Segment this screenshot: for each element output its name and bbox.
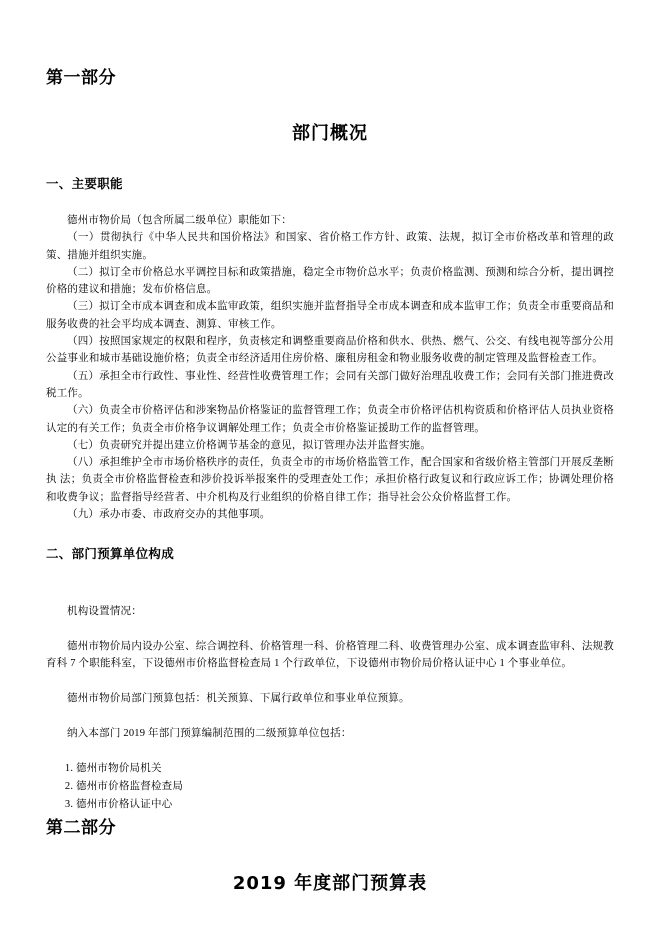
function-item-8: （八）承担维护全市市场价格秩序的责任，负责全市的市场价格监管工作，配合国家和省级价格主管部门开展反垄断执 法；负责全市价格监督检查和涉价投诉举报案件的受理查处工作；承担价格行政复议和行政应诉工作；协调处理价格和收费争议；监督指导经营者、中介机构及行业组织的价格自律工作；指导社会公众价格监督工作。 <box>46 457 614 503</box>
units-structure-paragraph: 德州市物价局内设办公室、综合调控科、价格管理一科、价格管理二科、收费管理办公室、成本调查监审科、法规教育科 7 个职能科室，下设德州市价格监督检查局 1 个行政单位，下设德州市物价局价格认证中心 1 个事业单位。 <box>46 641 614 670</box>
section-heading-main-functions: 一、主要职能 <box>46 176 123 191</box>
list-item: 2. 德州市价格监督检查局 <box>76 778 614 796</box>
function-item-9: （九）承办市委、市政府交办的其他事项。 <box>67 509 271 521</box>
function-item-2: （二）拟订全市价格总水平调控目标和政策措施，稳定全市物价总水平；负责价格监测、预测和综合分析，提出调控价格的建议和措施；发布价格信息。 <box>46 266 614 296</box>
function-item-4: （四）按照国家规定的权限和程序，负责核定和调整重要商品价格和供水、供热、燃气、公交、有线电视等部分公用公益事业和城市基础设施价格；负责全市经济适用住房价格、廉租房租金和物业服务收费的制定管理及监督检查工作。 <box>46 336 614 365</box>
function-item-6: （六）负责全市价格评估和涉案物品价格鉴证的监督管理工作；负责全市价格评估机构资质和价格评估人员执业资格认定的有关工作；负责全市价格争议调解处理工作；负责全市价格鉴证援助工作的监督管理。 <box>46 405 614 434</box>
part-two-title: 2019 年度部门预算表 <box>232 873 428 894</box>
units-intro-paragraph: 机构设置情况： <box>67 606 142 617</box>
section-heading-budget-units: 二、部门预算单位构成 <box>46 546 175 561</box>
part-two-label: 第二部分 <box>46 818 116 838</box>
list-item: 1. 德州市物价局机关 <box>76 760 614 778</box>
function-item-5: （五）承担全市行政性、事业性、经营性收费管理工作；会同有关部门做好治理乱收费工作；会同有关部门推进费改税工作。 <box>46 370 614 399</box>
part-one-label: 第一部分 <box>46 68 116 88</box>
functions-lead-paragraph: 德州市物价局（包含所属二级单位）职能如下： <box>67 215 292 226</box>
list-item: 3. 德州市价格认证中心 <box>76 796 614 814</box>
function-item-7: （七）负责研究并提出建立价格调节基金的意见，拟订管理办法并监督实施。 <box>67 439 432 451</box>
units-scope-paragraph: 德州市物价局部门预算包括：机关预算、下属行政单位和事业单位预算。 <box>67 693 410 704</box>
function-item-3: （三）拟订全市成本调查和成本监审政策，组织实施并监督指导全市成本调查和成本监审工作；负责全市重要商品和服务收费的社会平均成本调查、测算、审核工作。 <box>46 301 614 330</box>
budget-unit-list <box>46 760 614 814</box>
part-one-title: 部门概况 <box>292 123 368 144</box>
units-list-intro-paragraph: 纳入本部门 2019 年部门预算编制范围的二级预算单位包括： <box>67 728 352 739</box>
function-item-1: （一）贯彻执行《中华人民共和国价格法》和国家、省价格工作方针、政策、法规，拟订全市价格改革和管理的政策、措施并组织实施。 <box>46 232 614 261</box>
